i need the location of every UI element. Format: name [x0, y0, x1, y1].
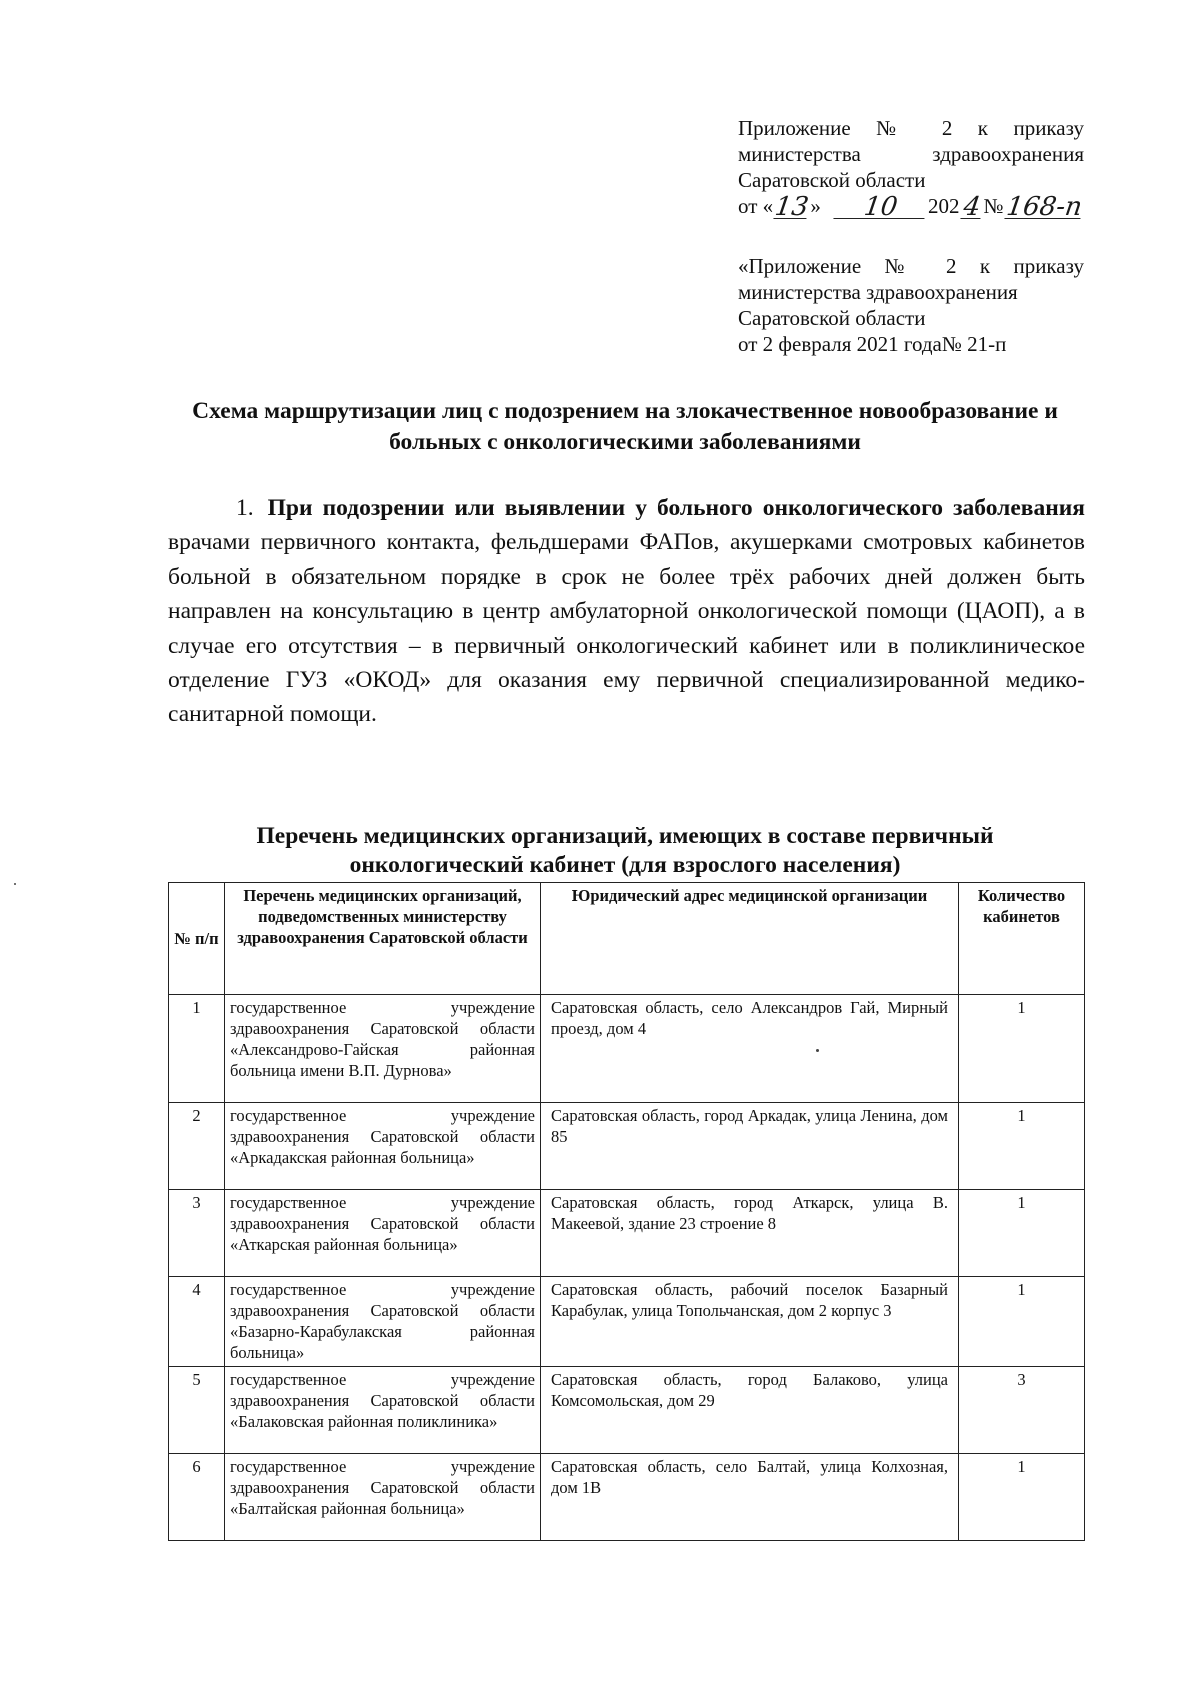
cell-num: 2: [169, 1103, 225, 1190]
document-title: Схема маршрутизации лиц с подозрением на злокачественное новообразование и больных с онкологическими заболеваниями: [192, 398, 1058, 455]
cell-count: 1: [959, 1103, 1085, 1190]
cell-count: 1: [959, 1454, 1085, 1541]
cell-address: Саратовская область, село Балтай, улица Колхозная, дом 1В: [541, 1454, 959, 1541]
appendix-line: «Приложение № 2 к приказу: [738, 254, 1084, 278]
cell-organization: государственное учреждение здравоохранения Саратовской области «Александрово-Гайская районная больница имени В.П. Дурнова»: [225, 995, 541, 1103]
cell-organization: государственное учреждение здравоохранения Саратовской области «Аркадакская районная больница»: [225, 1103, 541, 1190]
table-row: [169, 1277, 1085, 1367]
cell-organization: государственное учреждение здравоохранения Саратовской области «Балтайская районная больница»: [225, 1454, 541, 1541]
table-row: [169, 1454, 1085, 1541]
cell-num: 5: [169, 1367, 225, 1454]
header-num: № п/п: [169, 883, 225, 995]
cell-address: Саратовская область, город Аткарск, улица В. Макеевой, здание 23 строение 8: [541, 1190, 959, 1277]
header-organization: Перечень медицинских организаций, подведомственных министерству здравоохранения Саратовской области: [225, 883, 541, 995]
header-address: Юридический адрес медицинской организации: [541, 883, 959, 995]
header-count: Количество кабинетов: [959, 883, 1085, 995]
appendix-line: министерства здравоохранения: [738, 142, 1084, 166]
cell-count: 1: [959, 995, 1085, 1103]
cell-address: Саратовская область, рабочий поселок Базарный Карабулак, улица Топольчанская, дом 2 корпус 3: [541, 1277, 959, 1367]
cell-address: Саратовская область, город Аркадак, улица Ленина, дом 85: [541, 1103, 959, 1190]
appendix-current: [738, 115, 1084, 222]
cell-organization: государственное учреждение здравоохранения Саратовской области «Базарно-Карабулакская районная больница»: [225, 1277, 541, 1367]
appendix-line: от 2 февраля 2021 года№ 21-п: [738, 332, 1007, 356]
table-title: Перечень медицинских организаций, имеющих в составе первичный онкологический кабинет (для взрослого населения): [256, 823, 994, 878]
scan-speck: [14, 883, 16, 885]
table-header-row: [169, 883, 1085, 995]
table-row: [169, 1103, 1085, 1190]
paragraph-number: 1.: [236, 495, 254, 521]
cell-address: Саратовская область, село Александров Гай, Мирный проезд, дом 4: [541, 995, 959, 1103]
date-prefix: от «: [738, 194, 774, 218]
order-date-line: [738, 192, 1084, 222]
paragraph-bold-lead: При подозрении или выявлении у больного онкологического заболевания: [267, 495, 1085, 521]
cell-count: 3: [959, 1367, 1085, 1454]
cell-num: 4: [169, 1277, 225, 1367]
cell-address: Саратовская область, город Балаково, улица Комсомольская, дом 29: [541, 1367, 959, 1454]
appendix-line: министерства здравоохранения: [738, 280, 1018, 304]
table-row: [169, 1367, 1085, 1454]
cell-num: 3: [169, 1190, 225, 1277]
scan-speck: [816, 1049, 819, 1052]
cell-organization: государственное учреждение здравоохранения Саратовской области «Аткарская районная больница»: [225, 1190, 541, 1277]
cell-num: 6: [169, 1454, 225, 1541]
handwritten-day: 13: [773, 192, 811, 222]
table-row: [169, 995, 1085, 1103]
paragraph-1: [168, 491, 1085, 732]
table-row: [169, 1190, 1085, 1277]
number-prefix: №: [983, 194, 1004, 218]
paragraph-body: врачами первичного контакта, фельдшерами ФАПов, акушерками смотровых кабинетов больной в обязательном порядке в срок не более трёх рабочих дней должен быть направлен на консультацию в центр амбулаторной онкологической помощи (ЦАОП), а в случае его отсутствия – в первичный онкологический кабинет или в поликлиническое отделение ГУЗ «ОКОД» для оказания ему первичной специализированной медико-санитарной помощи.: [168, 529, 1085, 728]
cell-num: 1: [169, 995, 225, 1103]
handwritten-year-digit: 4: [961, 192, 982, 222]
appendix-line: Приложение № 2 к приказу: [738, 116, 1084, 140]
cell-count: 1: [959, 1277, 1085, 1367]
handwritten-order-number: 168-п: [1004, 192, 1084, 222]
appendix-line: Саратовской области: [738, 306, 926, 330]
appendix-line: Саратовской области: [738, 168, 926, 192]
appendix-previous: [738, 253, 1084, 357]
date-quote-close: »: [810, 194, 821, 218]
organizations-table: [168, 882, 1085, 1541]
handwritten-month: 10: [833, 196, 928, 219]
year-prefix: 202: [928, 194, 960, 218]
cell-count: 1: [959, 1190, 1085, 1277]
cell-organization: государственное учреждение здравоохранения Саратовской области «Балаковская районная поликлиника»: [225, 1367, 541, 1454]
